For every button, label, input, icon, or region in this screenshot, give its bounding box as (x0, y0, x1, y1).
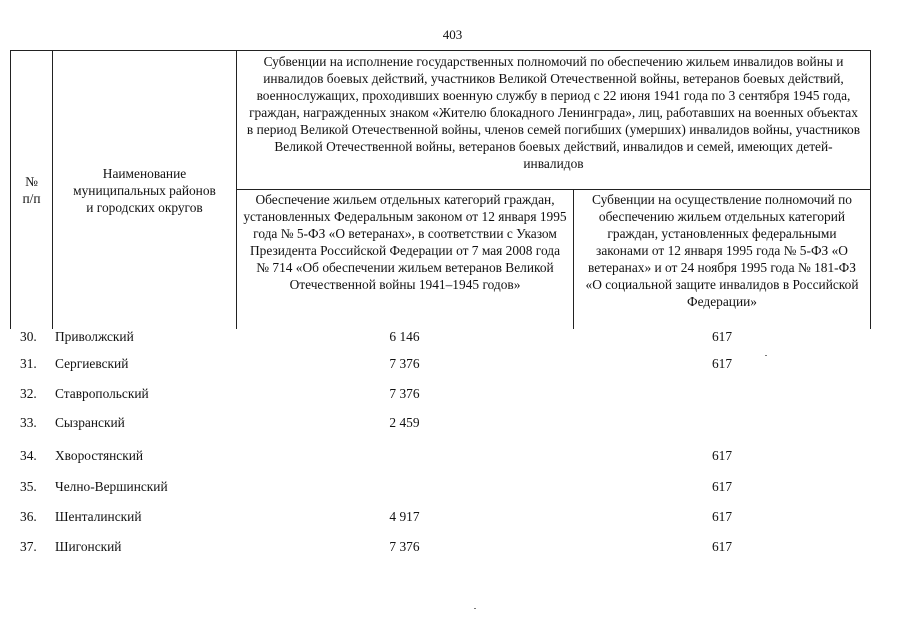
table-row (0, 446, 905, 466)
row-value-col1: 7 376 (389, 356, 420, 371)
row-number: 33. (20, 415, 37, 430)
header-col2-cell (573, 190, 871, 329)
row-name: Челно-Вершинский (55, 479, 168, 494)
header-subsidies-label: Субвенции на исполнение государственных полномочий по обеспечению жильем инвалидов войны и инвалидов боевых действий, участников Великой Отечественной войны, ветеранов боевых действий, военнослужащих, проходивших военную службу в период с 22 июня 1941 года по 3 сентября 1945 года, граждан, награжденных знаком «Жителю блокадного Ленинграда», лиц, работавших на военных объектах в период Великой Отечественной войны, членов семей погибших (умерших) инвалидов войны, участников Великой Отечественной войны, ветеранов боевых действий, инвалидов и семей, имеющих детей-инвалидов (246, 54, 861, 171)
row-number: 30. (20, 329, 37, 344)
row-number: 32. (20, 386, 37, 401)
header-name-label: Наименование муниципальных районов и городских округов (73, 165, 216, 215)
row-value-col2: 617 (711, 539, 733, 554)
table-row (0, 477, 905, 497)
row-number: 36. (20, 509, 37, 524)
header-number-cell (10, 50, 52, 329)
row-value-col2: 617 (711, 329, 733, 344)
row-value-col1: 4 917 (389, 509, 420, 524)
row-value-col2: 617 (711, 356, 733, 371)
row-number: 35. (20, 479, 37, 494)
row-name: Шигонский (55, 539, 122, 554)
row-value-col1: 2 459 (389, 415, 420, 430)
table-row (0, 354, 905, 374)
row-value-col2: 617 (711, 509, 733, 524)
row-value-col2: 617 (711, 479, 733, 494)
table-row (0, 507, 905, 527)
row-number: 37. (20, 539, 37, 554)
table-row (0, 384, 905, 404)
row-name: Приволжский (55, 329, 134, 344)
table-row (0, 413, 905, 433)
scan-speck (474, 608, 476, 609)
row-value-col1: 7 376 (389, 539, 420, 554)
table-row (0, 537, 905, 557)
header-subsidies-cell (236, 50, 871, 190)
header-col1-cell (236, 190, 573, 329)
header-col1-label: Обеспечение жильем отдельных категорий граждан, установленных Федеральным законом от 12 января 1995 года № 5-ФЗ «О ветеранах», в соответствии с Указом Президента Российской Федерации от 7 мая 2008 года № 714 «Об обеспечении жильем ветеранов Великой Отечественной войны 1941–1945 годов» (243, 192, 567, 292)
row-name: Сызранский (55, 415, 125, 430)
row-value-col2: 617 (711, 448, 733, 463)
page-number: 403 (442, 27, 463, 42)
scan-speck (765, 355, 767, 356)
header-name-cell (52, 50, 236, 329)
row-number: 31. (20, 356, 37, 371)
row-value-col1: 7 376 (389, 386, 420, 401)
header-number-label: № п/п (22, 174, 41, 206)
row-value-col1: 6 146 (389, 329, 420, 344)
row-name: Хворостянский (55, 448, 144, 463)
row-name: Шенталинский (55, 509, 142, 524)
row-name: Ставропольский (55, 386, 149, 401)
row-number: 34. (20, 448, 37, 463)
header-col2-label: Субвенции на осуществление полномочий по обеспечению жильем отдельных категорий граждан, установленных федеральными законами от 12 января 1995 года № 5-ФЗ «О ветеранах» и от 24 ноября 1995 года № 181-ФЗ «О социальной защите инвалидов в Российской Федерации» (585, 192, 859, 309)
table-row (0, 327, 905, 347)
row-name: Сергиевский (55, 356, 129, 371)
